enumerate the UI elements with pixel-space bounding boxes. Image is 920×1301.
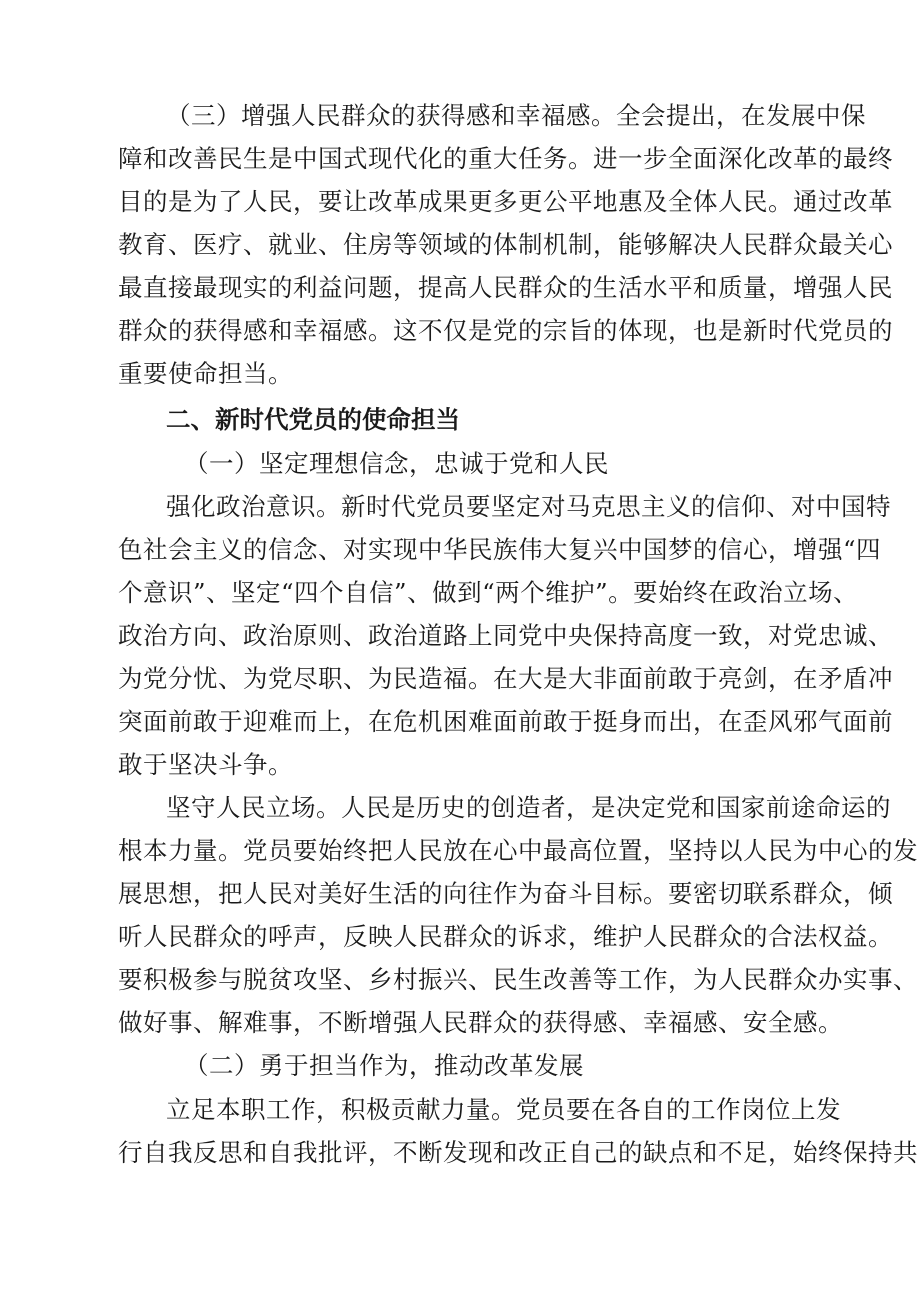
paragraph-line: 强化政治意识。新时代党员要坚定对马克思主义的信仰、对中国特 (166, 492, 891, 521)
paragraph-line: 要积极参与脱贫攻坚、乡村振兴、民生改善等工作，为人民群众办实事、 (118, 965, 918, 994)
paragraph-line: 做好事、解难事，不断增强人民群众的获得感、幸福感、安全感。 (118, 1008, 843, 1037)
paragraph-line: 行自我反思和自我批评，不断发现和改正自己的缺点和不足，始终保持共 (118, 1138, 918, 1167)
paragraph-line: 最直接最现实的利益问题，提高人民群众的生活水平和质量，增强人民 (118, 273, 893, 302)
subsection-heading: （一）坚定理想信念，忠诚于党和人民 (184, 449, 609, 478)
paragraph-line: 敢于坚决斗争。 (118, 750, 293, 779)
paragraph-line: （三）增强人民群众的获得感和幸福感。全会提出，在发展中保 (166, 101, 866, 130)
paragraph-line: 群众的获得感和幸福感。这不仅是党的宗旨的体现，也是新时代党员的 (118, 316, 893, 345)
paragraph-line: 根本力量。党员要始终把人民放在心中最高位置，坚持以人民为中心的发 (118, 836, 918, 865)
section-heading: 二、新时代党员的使命担当 (166, 405, 460, 434)
paragraph-line: 目的是为了人民，要让改革成果更多更公平地惠及全体人民。通过改革 (118, 187, 893, 216)
paragraph-line: 立足本职工作，积极贡献力量。党员要在各自的工作岗位上发 (166, 1095, 841, 1124)
paragraph-line: 政治方向、政治原则、政治道路上同党中央保持高度一致，对党忠诚、 (118, 621, 893, 650)
paragraph-line: 为党分忧、为党尽职、为民造福。在大是大非面前敢于亮剑，在矛盾冲 (118, 664, 893, 693)
paragraph-line: 教育、医疗、就业、住房等领域的体制机制，能够解决人民群众最关心 (118, 230, 893, 259)
paragraph-line: 色社会主义的信念、对实现中华民族伟大复兴中国梦的信心，增强“四 (118, 535, 882, 564)
paragraph-line: 个意识”、坚定“四个自信”、做到“两个维护”。要始终在政治立场、 (118, 578, 859, 607)
paragraph-line: 重要使命担当。 (118, 359, 293, 388)
paragraph-line: 突面前敢于迎难而上，在危机困难面前敢于挺身而出，在歪风邪气面前 (118, 707, 893, 736)
paragraph-line: 展思想，把人民对美好生活的向往作为奋斗目标。要密切联系群众，倾 (118, 879, 893, 908)
subsection-heading: （二）勇于担当作为，推动改革发展 (184, 1051, 584, 1080)
paragraph-line: 障和改善民生是中国式现代化的重大任务。进一步全面深化改革的最终 (118, 144, 893, 173)
paragraph-line: 坚守人民立场。人民是历史的创造者，是决定党和国家前途命运的 (166, 793, 891, 822)
paragraph-line: 听人民群众的呼声，反映人民群众的诉求，维护人民群众的合法权益。 (118, 922, 893, 951)
